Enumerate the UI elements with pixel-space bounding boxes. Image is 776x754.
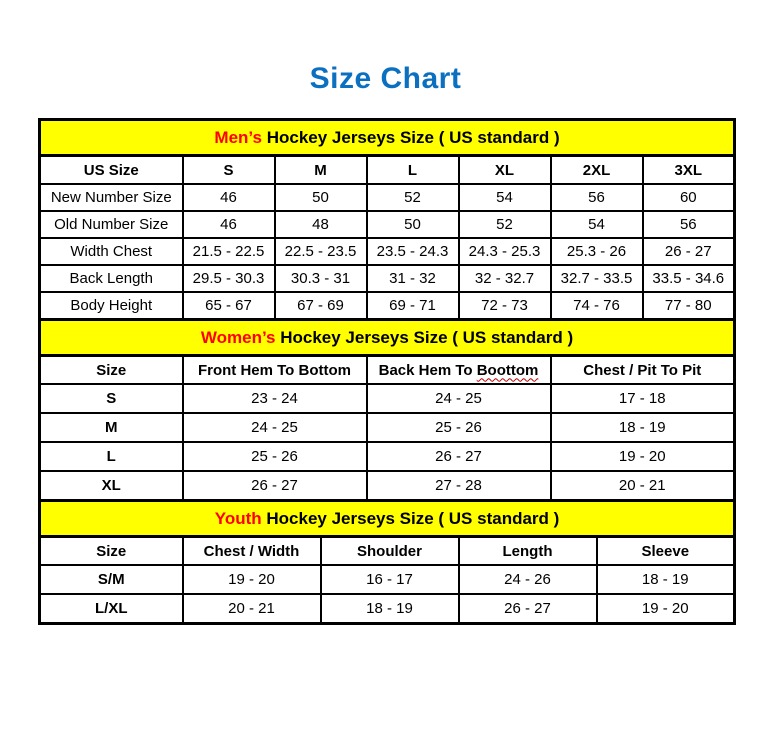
womens-data-cell: 19 - 20 — [551, 442, 735, 471]
mens-data-cell: 46 — [183, 184, 275, 211]
mens-data-cell: 22.5 - 23.5 — [275, 238, 367, 265]
page-title: Size Chart — [309, 62, 462, 95]
mens-section-title-label: Hockey Jerseys Size ( US standard ) — [266, 127, 560, 147]
mens-data-cell: 48 — [275, 211, 367, 238]
womens-data-cell: 26 - 27 — [367, 442, 551, 471]
mens-row-label: Body Height — [40, 292, 183, 320]
mens-data-cell: 25.3 - 26 — [551, 238, 643, 265]
youth-row-label: S/M — [40, 565, 183, 594]
youth-col-header: Length — [459, 537, 597, 566]
womens-data-cell: 25 - 26 — [367, 413, 551, 442]
mens-data-cell: 67 - 69 — [275, 292, 367, 320]
womens-col-header: Size — [40, 356, 183, 385]
mens-data-cell: 52 — [459, 211, 551, 238]
mens-row-label: Width Chest — [40, 238, 183, 265]
womens-data-cell: 27 - 28 — [367, 471, 551, 501]
womens-data-cell: 20 - 21 — [551, 471, 735, 501]
youth-table — [38, 499, 736, 625]
mens-col-header: 3XL — [643, 156, 735, 185]
mens-data-cell: 54 — [551, 211, 643, 238]
youth-data-cell: 18 - 19 — [597, 565, 735, 594]
mens-row-label: New Number Size — [40, 184, 183, 211]
mens-data-cell: 56 — [551, 184, 643, 211]
youth-row-label: L/XL — [40, 594, 183, 624]
mens-data-cell: 72 - 73 — [459, 292, 551, 320]
womens-table-row — [40, 442, 735, 471]
womens-col-header: Chest / Pit To Pit — [551, 356, 735, 385]
mens-data-cell: 46 — [183, 211, 275, 238]
youth-data-cell: 24 - 26 — [459, 565, 597, 594]
mens-data-cell: 32 - 32.7 — [459, 265, 551, 292]
mens-data-cell: 50 — [275, 184, 367, 211]
mens-table-row — [40, 211, 735, 238]
youth-col-header: Chest / Width — [183, 537, 321, 566]
womens-col-header-text: Back Hem To — [378, 361, 477, 379]
mens-section-highlight-label: Men’s — [214, 127, 262, 147]
mens-table — [38, 118, 736, 321]
womens-misspelled-word: Boottom — [476, 361, 539, 379]
youth-data-cell: 19 - 20 — [183, 565, 321, 594]
womens-data-cell: 18 - 19 — [551, 413, 735, 442]
womens-data-cell: 23 - 24 — [183, 384, 367, 413]
mens-data-cell: 50 — [367, 211, 459, 238]
mens-data-cell: 30.3 - 31 — [275, 265, 367, 292]
womens-table-row — [40, 471, 735, 501]
womens-section-header — [40, 320, 735, 356]
womens-data-cell: 24 - 25 — [183, 413, 367, 442]
womens-data-cell: 26 - 27 — [183, 471, 367, 501]
mens-row-label: Old Number Size — [40, 211, 183, 238]
womens-data-cell: 24 - 25 — [367, 384, 551, 413]
womens-col-header — [367, 356, 551, 385]
womens-table — [38, 318, 736, 502]
mens-data-cell: 31 - 32 — [367, 265, 459, 292]
youth-data-cell: 26 - 27 — [459, 594, 597, 624]
mens-section-header — [40, 120, 735, 156]
mens-data-cell: 69 - 71 — [367, 292, 459, 320]
mens-table-row — [40, 184, 735, 211]
youth-col-header: Sleeve — [597, 537, 735, 566]
womens-section-highlight-label: Women’s — [200, 327, 276, 347]
mens-data-cell: 24.3 - 25.3 — [459, 238, 551, 265]
mens-data-cell: 33.5 - 34.6 — [643, 265, 735, 292]
mens-col-header: M — [275, 156, 367, 185]
mens-data-cell: 56 — [643, 211, 735, 238]
womens-table-row — [40, 384, 735, 413]
womens-row-label: L — [40, 442, 183, 471]
mens-table-row — [40, 292, 735, 320]
mens-data-cell: 26 - 27 — [643, 238, 735, 265]
youth-table-row — [40, 594, 735, 624]
mens-data-cell: 77 - 80 — [643, 292, 735, 320]
womens-col-header: Front Hem To Bottom — [183, 356, 367, 385]
mens-data-cell: 60 — [643, 184, 735, 211]
womens-data-cell: 17 - 18 — [551, 384, 735, 413]
mens-data-cell: 52 — [367, 184, 459, 211]
youth-data-cell: 19 - 20 — [597, 594, 735, 624]
mens-data-cell: 54 — [459, 184, 551, 211]
mens-data-cell: 21.5 - 22.5 — [183, 238, 275, 265]
womens-row-label: XL — [40, 471, 183, 501]
size-chart-tables — [38, 118, 733, 625]
youth-section-highlight-label: Youth — [214, 508, 262, 528]
youth-data-cell: 16 - 17 — [321, 565, 459, 594]
mens-table-row — [40, 238, 735, 265]
mens-col-header: S — [183, 156, 275, 185]
womens-row-label: S — [40, 384, 183, 413]
mens-col-header: US Size — [40, 156, 183, 185]
youth-section-title-label: Hockey Jerseys Size ( US standard ) — [266, 508, 560, 528]
mens-data-cell: 23.5 - 24.3 — [367, 238, 459, 265]
youth-col-header: Size — [40, 537, 183, 566]
mens-data-cell: 74 - 76 — [551, 292, 643, 320]
mens-table-row — [40, 265, 735, 292]
womens-data-cell: 25 - 26 — [183, 442, 367, 471]
mens-col-header: 2XL — [551, 156, 643, 185]
youth-table-row — [40, 565, 735, 594]
mens-data-cell: 29.5 - 30.3 — [183, 265, 275, 292]
youth-data-cell: 20 - 21 — [183, 594, 321, 624]
womens-section-title-label: Hockey Jerseys Size ( US standard ) — [280, 327, 574, 347]
mens-col-header: L — [367, 156, 459, 185]
youth-col-header: Shoulder — [321, 537, 459, 566]
youth-data-cell: 18 - 19 — [321, 594, 459, 624]
mens-data-cell: 32.7 - 33.5 — [551, 265, 643, 292]
mens-data-cell: 65 - 67 — [183, 292, 275, 320]
womens-table-row — [40, 413, 735, 442]
youth-section-header — [40, 501, 735, 537]
mens-col-header: XL — [459, 156, 551, 185]
womens-row-label: M — [40, 413, 183, 442]
mens-row-label: Back Length — [40, 265, 183, 292]
